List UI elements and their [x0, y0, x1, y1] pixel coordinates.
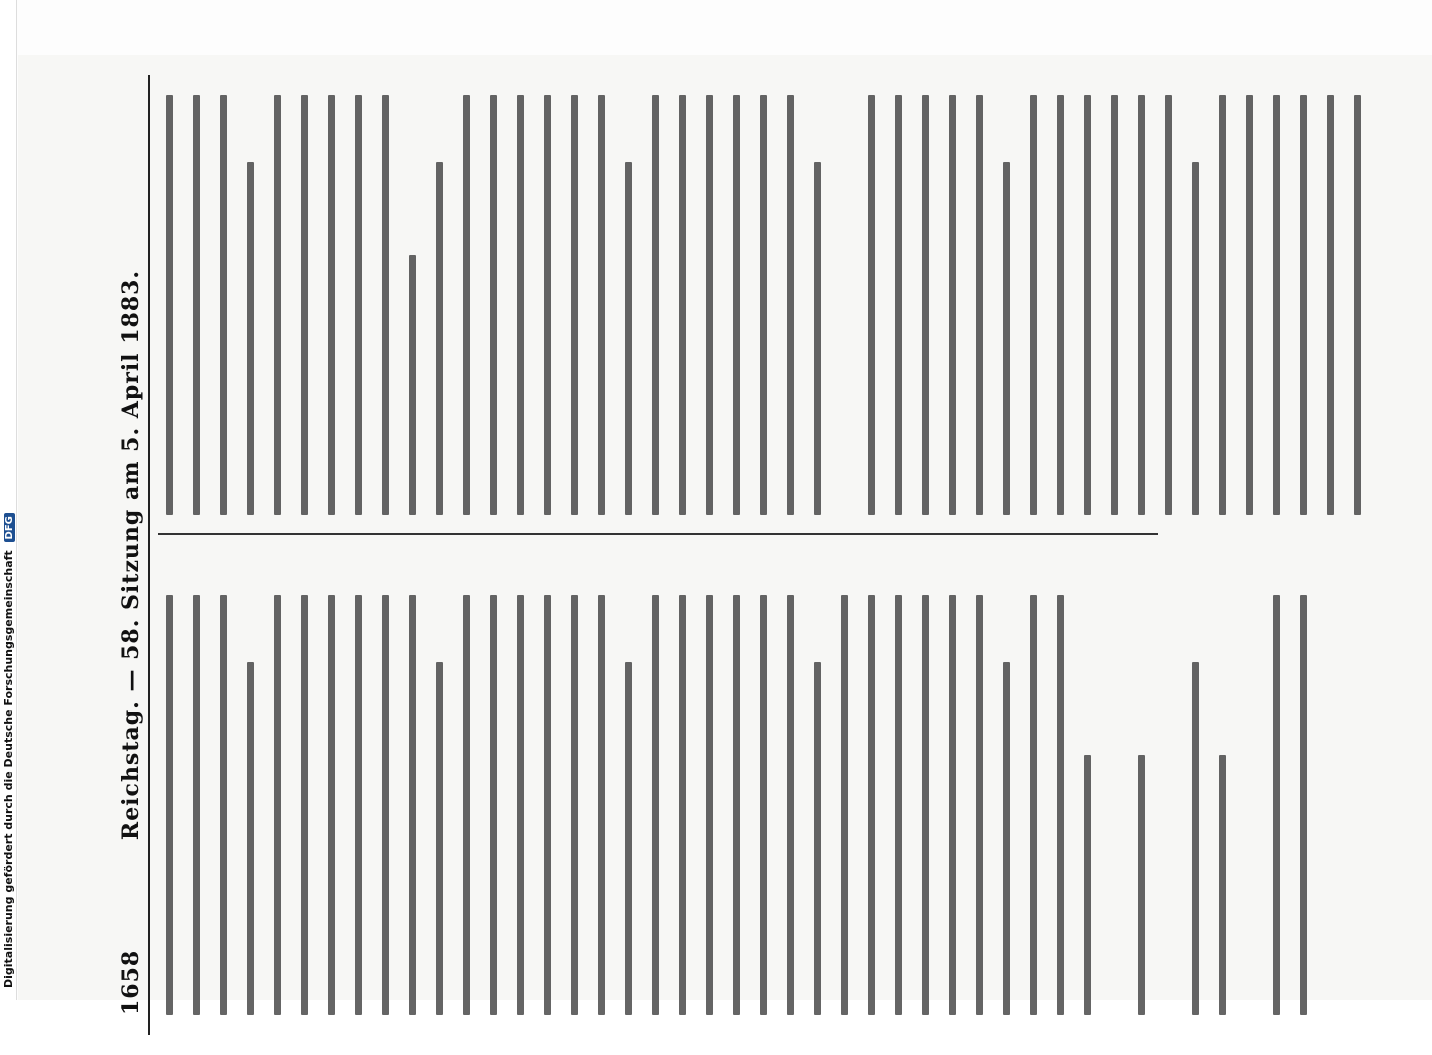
page-sheet: [18, 55, 1432, 1015]
text-line: [220, 595, 227, 1015]
text-line: [895, 595, 902, 1015]
attribution-text: Digitalisierung gefördert durch die Deutsche Forschungsgemeinschaft: [2, 550, 15, 988]
text-line: [1084, 755, 1091, 1015]
text-line: [1084, 95, 1091, 515]
text-line: [841, 95, 848, 515]
text-line: [355, 595, 362, 1015]
text-line: [598, 95, 605, 515]
text-line: [868, 95, 875, 515]
text-line: [733, 95, 740, 515]
column-divider: [158, 533, 1158, 535]
text-line: [1057, 595, 1064, 1015]
text-line: [1273, 95, 1280, 515]
text-line: [436, 662, 443, 1015]
dfg-logo: DFG: [4, 513, 15, 542]
text-line: [193, 95, 200, 515]
text-line: [220, 95, 227, 515]
text-column-left: [166, 595, 1346, 1015]
text-line: [382, 595, 389, 1015]
text-line: [463, 95, 470, 515]
header-rule: [148, 75, 150, 1035]
text-line: [1246, 595, 1253, 1015]
running-head: Reichstag. — 58. Sitzung am 5. April 1883.: [118, 269, 144, 841]
text-line: [1057, 95, 1064, 515]
page-header: [118, 55, 148, 1055]
text-line: [328, 95, 335, 515]
text-line: [1354, 95, 1361, 515]
text-line: [490, 95, 497, 515]
text-line: [679, 95, 686, 515]
text-line: [1111, 95, 1118, 515]
text-line: [1030, 595, 1037, 1015]
text-line: [355, 95, 362, 515]
text-line: [922, 595, 929, 1015]
text-line: [1273, 595, 1280, 1015]
text-line: [841, 595, 848, 1015]
text-line: [490, 595, 497, 1015]
text-line: [328, 595, 335, 1015]
text-line: [652, 595, 659, 1015]
text-line: [1165, 95, 1172, 515]
text-line: [1003, 162, 1010, 515]
text-line: [895, 95, 902, 515]
text-line: [814, 162, 821, 515]
text-line: [166, 595, 173, 1015]
text-line: [517, 595, 524, 1015]
text-line: [274, 595, 281, 1015]
text-line: [706, 95, 713, 515]
text-line: [625, 662, 632, 1015]
text-line: [706, 595, 713, 1015]
text-line: [1111, 595, 1118, 1015]
text-line: [1246, 95, 1253, 515]
text-line: [1138, 95, 1145, 515]
page-number: 1658: [118, 949, 144, 1015]
text-column-right: [166, 95, 1346, 515]
text-line: [274, 95, 281, 515]
text-line: [1219, 95, 1226, 515]
text-line: [463, 595, 470, 1015]
text-line: [382, 95, 389, 515]
text-line: [868, 595, 875, 1015]
text-line: [976, 595, 983, 1015]
text-line: [679, 595, 686, 1015]
text-line: [544, 595, 551, 1015]
text-line: [787, 95, 794, 515]
text-line: [1165, 595, 1172, 1015]
text-line: [247, 162, 254, 515]
text-line: [301, 595, 308, 1015]
rotated-content: [118, 55, 1432, 1055]
text-line: [1192, 662, 1199, 1015]
text-line: [733, 595, 740, 1015]
text-line: [949, 595, 956, 1015]
text-line: [949, 95, 956, 515]
text-line: [409, 595, 416, 1015]
text-line: [1030, 95, 1037, 515]
text-line: [571, 595, 578, 1015]
text-line: [301, 95, 308, 515]
text-line: [1327, 95, 1334, 515]
text-line: [922, 95, 929, 515]
text-line: [1300, 595, 1307, 1015]
text-line: [544, 95, 551, 515]
text-line: [247, 662, 254, 1015]
text-line: [1300, 95, 1307, 515]
text-line: [1219, 755, 1226, 1015]
text-line: [760, 95, 767, 515]
text-line: [517, 95, 524, 515]
text-line: [760, 595, 767, 1015]
text-line: [409, 255, 416, 515]
text-line: [787, 595, 794, 1015]
text-line: [193, 595, 200, 1015]
text-line: [652, 95, 659, 515]
text-line: [571, 95, 578, 515]
text-line: [598, 595, 605, 1015]
text-line: [1003, 662, 1010, 1015]
text-line: [976, 95, 983, 515]
text-line: [1138, 755, 1145, 1015]
text-line: [814, 662, 821, 1015]
text-line: [1192, 162, 1199, 515]
text-line: [436, 162, 443, 515]
sidebar-attribution: [2, 8, 15, 988]
text-line: [166, 95, 173, 515]
text-line: [625, 162, 632, 515]
digitization-sidebar: [0, 0, 17, 1000]
